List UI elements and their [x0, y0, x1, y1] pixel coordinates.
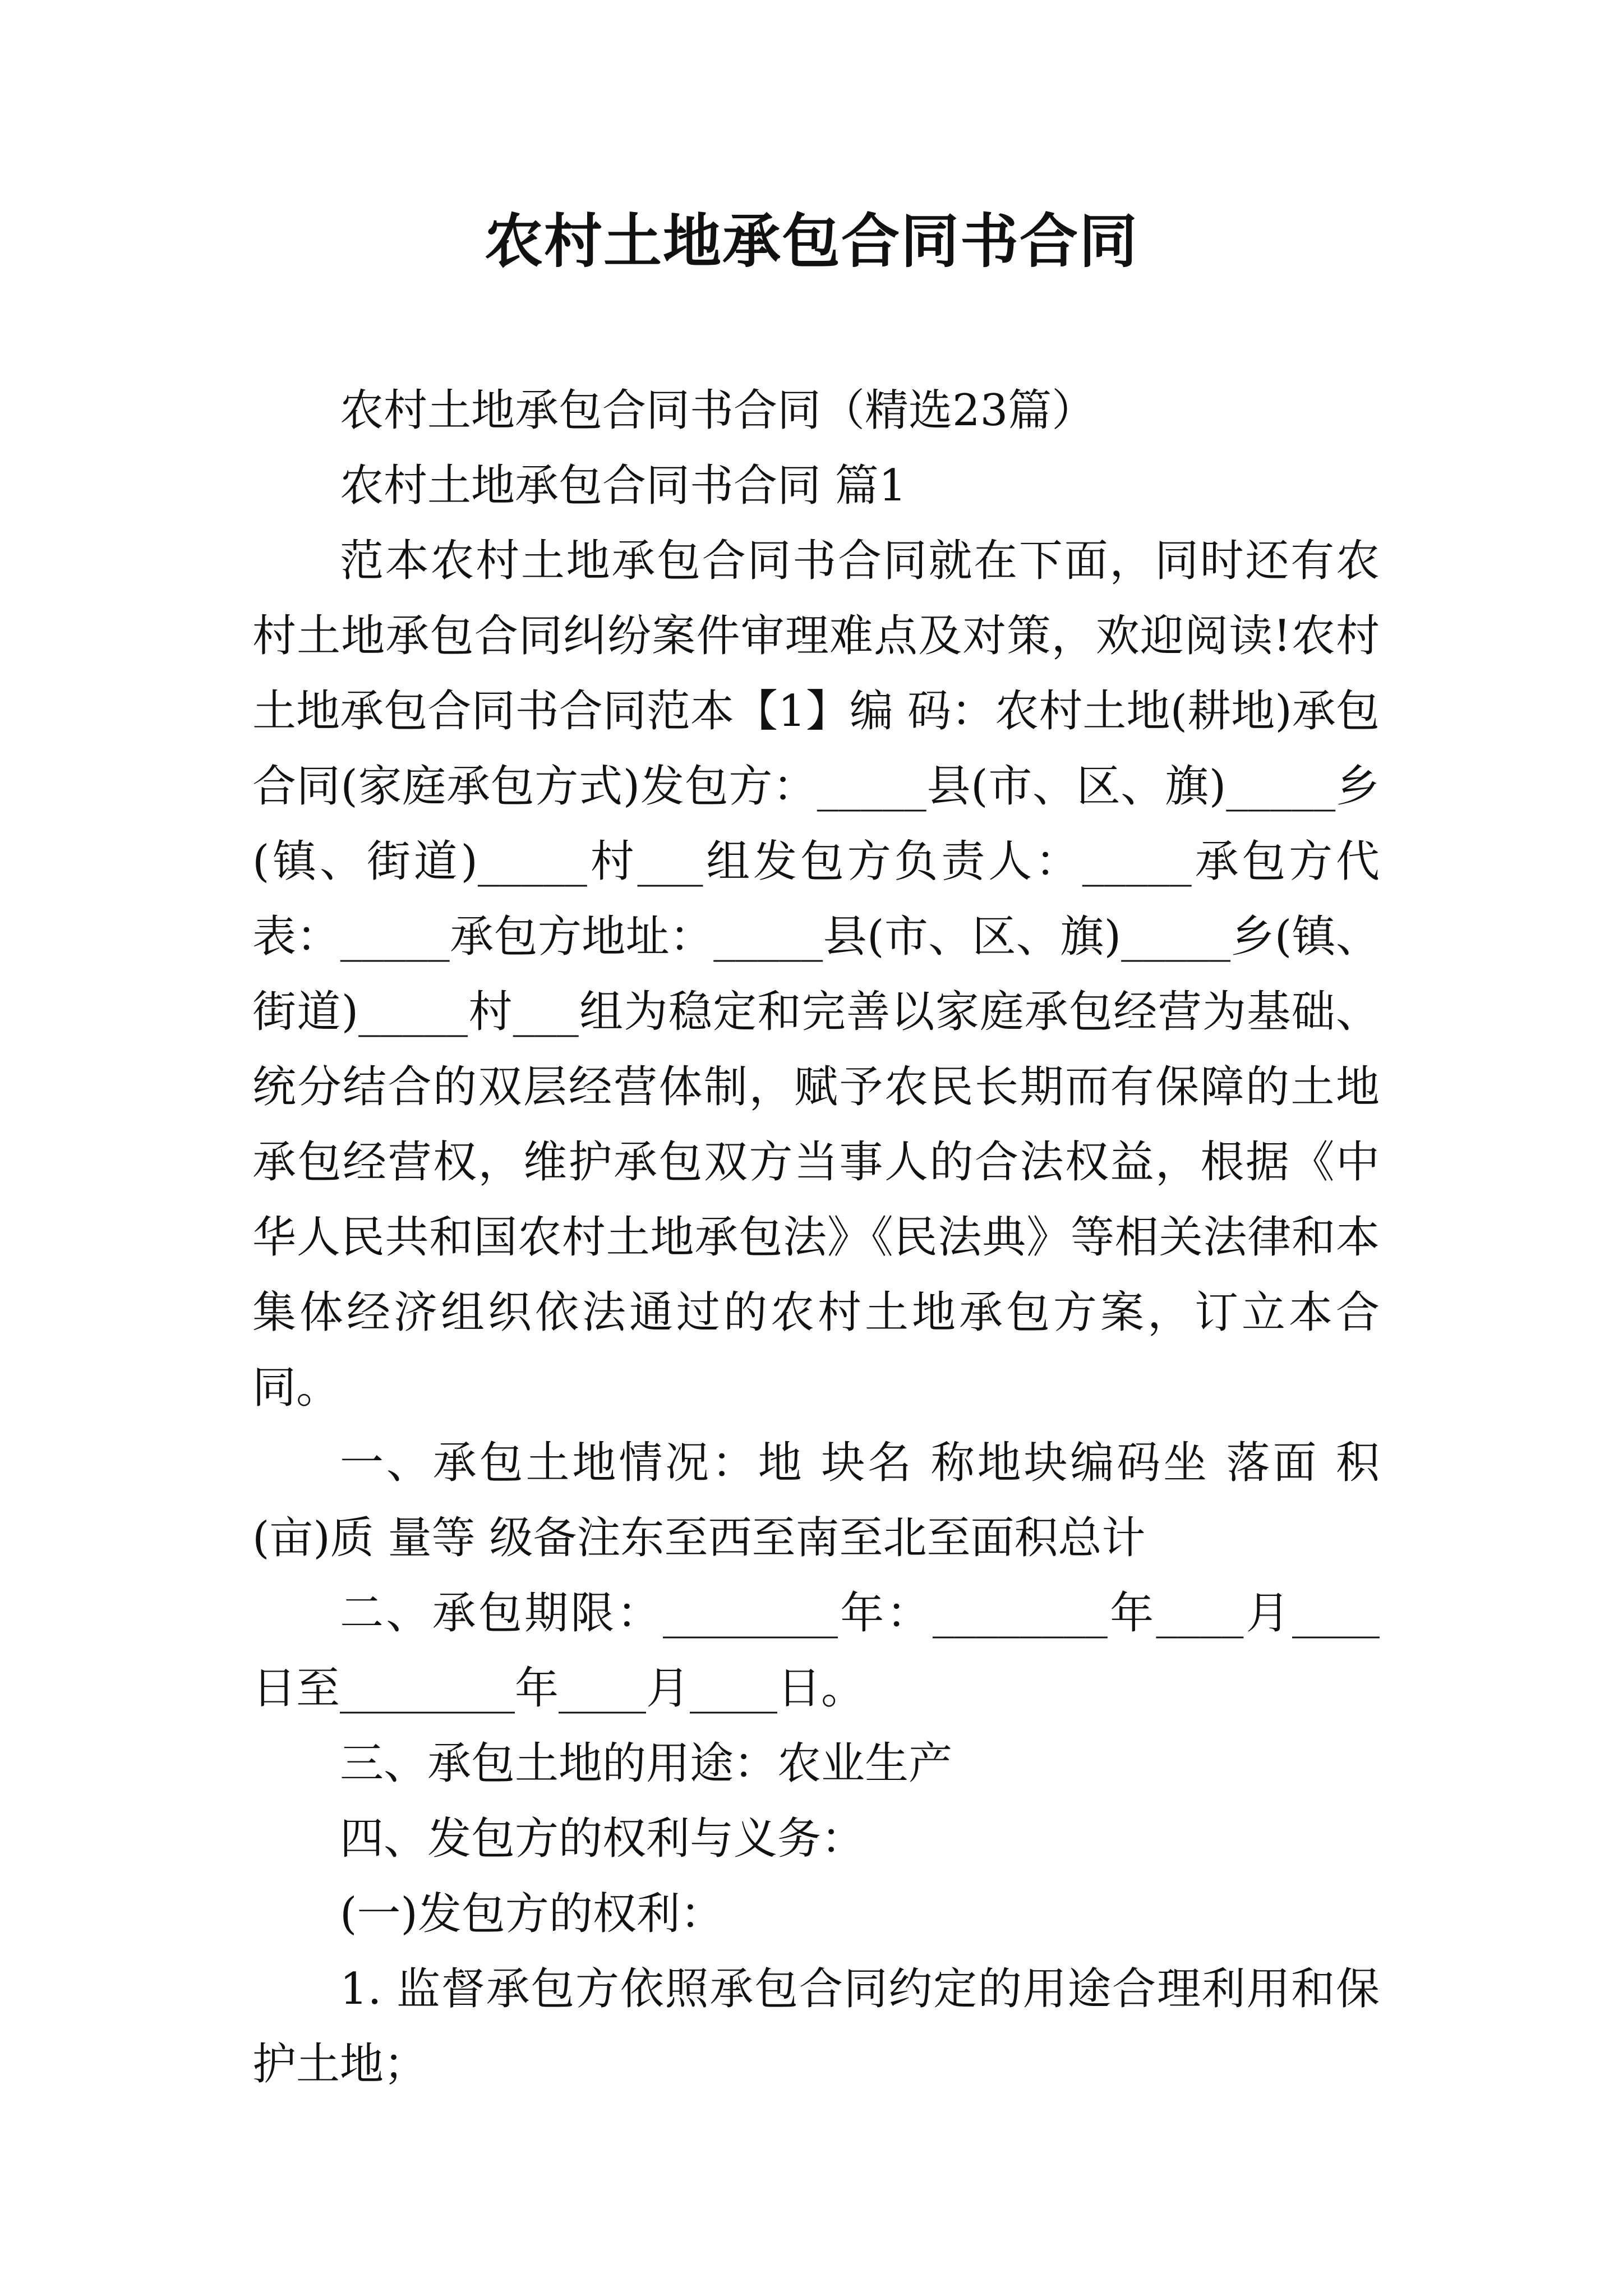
clause-paragraph: (一)发包方的权利： [340, 1889, 724, 1939]
clause-paragraph: 四、发包方的权利与义务： [340, 1814, 865, 1864]
document-body [252, 373, 1380, 2102]
clause-paragraph: 三、承包土地的用途：农业生产 [340, 1738, 953, 1789]
clause-paragraph: 1. 监督承包方依照承包合同约定的用途合理利用和保护土地； [252, 1964, 1380, 2090]
subtitle-paragraph: 农村土地承包合同书合同（精选23篇） [340, 385, 1096, 436]
clause-paragraph: 二、承包期限：________年：________年____月____日至________年____月____日。 [252, 1588, 1380, 1714]
section-heading: 农村土地承包合同书合同 篇1 [340, 461, 907, 511]
document-title: 农村土地承包合同书合同 [484, 207, 1138, 275]
clause-paragraph: 一、承包土地情况：地 块名 称地块编码坐 落面 积(亩)质 量等 级备注东至西至南至北至面积总计 [252, 1438, 1380, 1563]
body-paragraph: 范本农村土地承包合同书合同就在下面，同时还有农村土地承包合同纠纷案件审理难点及对策，欢迎阅读!农村土地承包合同书合同范本【1】编 码：农村土地(耕地)承包合同(家庭承包方式)发包方：_____县(市、区、旗)_____乡(镇、街道)_____村___组发包方负责人：_____承包方代表：_____承包方地址：_____县(市、区、旗)_____乡(镇、街道)_____村___组为稳定和完善以家庭承包经营为基础、统分结合的双层经营体制，赋予农民长期而有保障的土地承包经营权，维护承包双方当事人的合法权益，根据《中华人民共和国农村土地承包法》《民法典》等相关法律和本集体经济组织依法通过的农村土地承包方案，订立本合同。 [252, 536, 1380, 1413]
